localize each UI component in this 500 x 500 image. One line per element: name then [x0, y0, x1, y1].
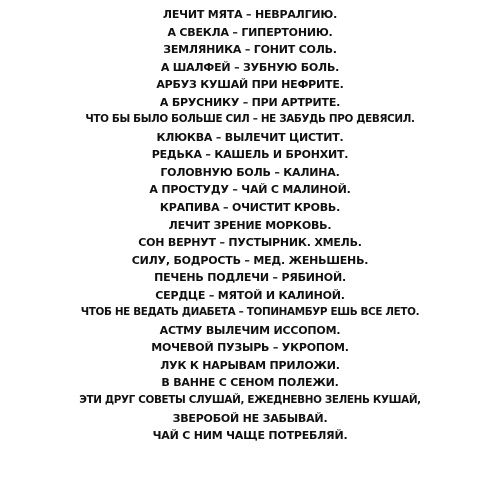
poem-line: АСТМУ ВЫЛЕЧИМ ИССОПОМ.: [159, 323, 341, 337]
poem-line: А СВЕКЛА – ГИПЕРТОНИЮ.: [167, 25, 333, 39]
poem-line: ЧТОБ НЕ ВЕДАТЬ ДИАБЕТА – ТОПИНАМБУР ЕШЬ ВСЕ ЛЕТО.: [80, 306, 420, 319]
poem-line: А ШАЛФЕЙ – ЗУБНУЮ БОЛЬ.: [160, 60, 340, 74]
poem-line: СИЛУ, БОДРОСТЬ – МЕД. ЖЕНЬШЕНЬ.: [131, 253, 369, 267]
poem-line: А ПРОСТУДУ – ЧАЙ С МАЛИНОЙ.: [149, 183, 351, 197]
poem-line: ЭТИ ДРУГ СОВЕТЫ СЛУШАЙ, ЕЖЕДНЕВНО ЗЕЛЕНЬ КУШАЙ,: [79, 394, 421, 407]
poem-line: ГОЛОВНУЮ БОЛЬ – КАЛИНА.: [160, 165, 340, 179]
poem-line: КРАПИВА – ОЧИСТИТ КРОВЬ.: [159, 201, 341, 215]
poem-line: ЛУК К НАРЫВАМ ПРИЛОЖИ.: [160, 358, 340, 372]
poem-text-block: [0, 6, 500, 445]
poem-line: ЛЕЧИТ ЗРЕНИЕ МОРКОВЬ.: [168, 218, 332, 232]
poem-line: РЕДЬКА – КАШЕЛЬ И БРОНХИТ.: [151, 148, 349, 162]
poem-line: СЕРДЦЕ – МЯТОЙ И КАЛИНОЙ.: [155, 288, 345, 302]
poem-line: АРБУЗ КУШАЙ ПРИ НЕФРИТЕ.: [156, 78, 344, 92]
poem-line: ЛЕЧИТ МЯТА – НЕВРАЛГИЮ.: [162, 8, 338, 21]
poem-line: ЧАЙ С НИМ ЧАЩЕ ПОТРЕБЛЯЙ.: [152, 429, 348, 443]
poem-line: ЧТО БЫ БЫЛО БОЛЬШЕ СИЛ – НЕ ЗАБУДЬ ПРО ДЕВЯСИЛ.: [85, 113, 415, 126]
poem-line: МОЧЕВОЙ ПУЗЫРЬ – УКРОПОМ.: [151, 341, 349, 355]
poem-line: ЗВЕРОБОЙ НЕ ЗАБЫВАЙ.: [172, 411, 328, 425]
poem-line: В ВАННЕ С СЕНОМ ПОЛЕЖИ.: [161, 376, 339, 390]
poem-line: СОН ВЕРНУТ – ПУСТЫРНИК. ХМЕЛЬ.: [138, 236, 362, 250]
poem-line: ПЕЧЕНЬ ПОДЛЕЧИ – РЯБИНОЙ.: [154, 271, 346, 285]
poem-line: ЗЕМЛЯНИКА – ГОНИТ СОЛЬ.: [163, 43, 337, 57]
poem-line: А БРУСНИКУ – ПРИ АРТРИТЕ.: [159, 95, 341, 109]
poem-line: КЛЮКВА – ВЫЛЕЧИТ ЦИСТИТ.: [156, 130, 344, 144]
